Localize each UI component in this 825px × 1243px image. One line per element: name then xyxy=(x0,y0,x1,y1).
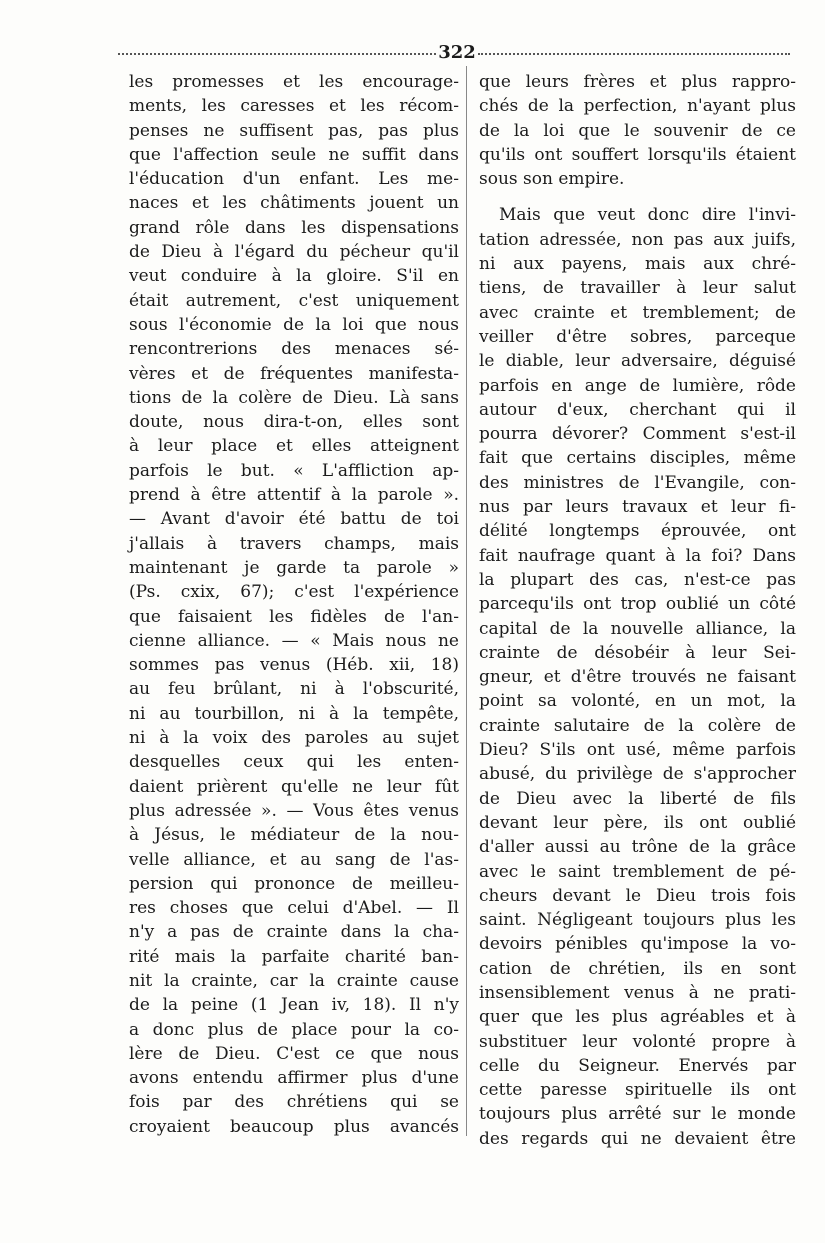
text-line: cette paresse spirituelle ils ont xyxy=(479,1080,796,1101)
text-line: fait naufrage quant à la foi? Dans xyxy=(479,545,796,566)
text-line: Mais que veut donc dire l'invi- xyxy=(499,205,796,226)
text-line: de Dieu à l'égard du pécheur qu'il xyxy=(129,242,459,263)
text-line: de la peine (1 Jean iv, 18). Il n'y xyxy=(129,995,459,1016)
text-line: desquelles ceux qui les enten- xyxy=(129,752,459,773)
text-line: cheurs devant le Dieu trois fois xyxy=(479,885,796,906)
text-line: devoirs pénibles qu'impose la vo- xyxy=(479,934,796,955)
text-line: ni au tourbillon, ni à la tempête, xyxy=(129,703,459,724)
text-line: croyaient beaucoup plus avancés xyxy=(129,1116,459,1137)
left-column xyxy=(129,70,459,1139)
text-line: tions de la colère de Dieu. Là sans xyxy=(129,387,459,408)
page-header xyxy=(118,40,790,66)
text-line: veut conduire à la gloire. S'il en xyxy=(129,266,459,287)
text-line: que leurs frères et plus rappro- xyxy=(479,72,796,92)
header-rule-left xyxy=(118,53,436,55)
header-rule-right xyxy=(478,53,790,55)
text-line: qu'ils ont souffert lorsqu'ils étaient xyxy=(479,144,796,165)
text-line: persion qui prononce de meilleu- xyxy=(129,873,459,894)
text-line: rencontrerions des menaces sé- xyxy=(129,339,459,360)
text-line: le diable, leur adversaire, déguisé xyxy=(479,351,796,372)
text-line: sous l'économie de la loi que nous xyxy=(129,314,459,335)
text-line: avec le saint tremblement de pé- xyxy=(479,861,796,882)
text-line: velle alliance, et au sang de l'as- xyxy=(129,849,459,870)
text-line: sous son empire. xyxy=(479,169,625,190)
text-line: des ministres de l'Evangile, con- xyxy=(479,472,796,493)
text-line: capital de la nouvelle alliance, la xyxy=(479,618,796,639)
text-line: penses ne suffisent pas, pas plus xyxy=(129,120,459,141)
text-line: autour d'eux, cherchant qui il xyxy=(479,399,796,420)
text-line: tiens, de travailler à leur salut xyxy=(479,278,796,299)
text-line: parfois en ange de lumière, rôde xyxy=(479,375,796,396)
text-line: les promesses et les encourage- xyxy=(129,72,459,92)
text-line: de la loi que le souvenir de ce xyxy=(479,120,796,141)
text-line: (Ps. cxix, 67); c'est l'expérience xyxy=(129,582,459,603)
text-line: cation de chrétien, ils en sont xyxy=(479,958,796,979)
text-line: veiller d'être sobres, parceque xyxy=(479,326,796,347)
text-line: tation adressée, non pas aux juifs, xyxy=(479,229,796,250)
column-divider xyxy=(466,66,467,1136)
text-line: avec crainte et tremblement; de xyxy=(479,302,796,323)
text-line: substituer leur volonté propre à xyxy=(479,1031,796,1052)
text-line: naces et les châtiments jouent un xyxy=(129,193,459,214)
text-line: gneur, et d'être trouvés ne faisant xyxy=(479,667,796,688)
text-line: toujours plus arrêté sur le monde xyxy=(479,1104,796,1125)
text-line: daient prièrent qu'elle ne leur fût xyxy=(129,776,459,797)
text-line: devant leur père, ils ont oublié xyxy=(479,812,796,833)
text-line: — Avant d'avoir été battu de toi xyxy=(129,509,459,530)
text-line: rité mais la parfaite charité ban- xyxy=(129,946,459,967)
text-line: ni à la voix des paroles au sujet xyxy=(129,728,459,749)
text-line: que l'affection seule ne suffit dans xyxy=(129,144,459,165)
text-line: nit la crainte, car la crainte cause xyxy=(129,970,459,991)
text-line: parcequ'ils ont trop oublié un côté xyxy=(479,594,796,615)
text-line: crainte de désobéir à leur Sei- xyxy=(479,642,796,663)
text-line: maintenant je garde ta parole » xyxy=(129,557,459,578)
text-line: avons entendu affirmer plus d'une xyxy=(129,1068,459,1089)
text-line: insensiblement venus à ne prati- xyxy=(479,982,796,1003)
text-line: point sa volonté, en un mot, la xyxy=(479,691,796,712)
text-line: saint. Négligeant toujours plus les xyxy=(479,910,796,931)
text-line: doute, nous dira-t-on, elles sont xyxy=(129,412,459,433)
text-line: à Jésus, le médiateur de la nou- xyxy=(129,825,459,846)
text-line: de Dieu avec la liberté de fils xyxy=(479,788,796,809)
text-line: celle du Seigneur. Enervés par xyxy=(479,1055,796,1076)
page-number: 322 xyxy=(438,42,476,63)
text-line: au feu brûlant, ni à l'obscurité, xyxy=(129,679,459,700)
text-line: l'éducation d'un enfant. Les me- xyxy=(129,169,459,190)
text-line: chés de la perfection, n'ayant plus xyxy=(479,96,796,117)
text-line: a donc plus de place pour la co- xyxy=(129,1019,459,1040)
text-line: sommes pas venus (Héb. xii, 18) xyxy=(129,655,459,676)
text-line: crainte salutaire de la colère de xyxy=(479,715,796,736)
text-line: j'allais à travers champs, mais xyxy=(129,533,459,554)
text-line: prend à être attentif à la parole ». xyxy=(129,485,459,506)
text-line: plus adressée ». — Vous êtes venus xyxy=(129,800,459,821)
text-line: la plupart des cas, n'est-ce pas xyxy=(479,569,796,590)
right-column xyxy=(479,70,796,1151)
text-line: délité longtemps éprouvée, ont xyxy=(479,521,796,542)
text-line: nus par leurs travaux et leur fi- xyxy=(479,497,796,518)
text-line: fait que certains disciples, même xyxy=(479,448,796,469)
text-line: des regards qui ne devaient être xyxy=(479,1128,796,1149)
text-line: était autrement, c'est uniquement xyxy=(129,290,459,311)
text-line: que faisaient les fidèles de l'an- xyxy=(129,606,459,627)
text-line: quer que les plus agréables et à xyxy=(479,1007,796,1028)
text-line: lère de Dieu. C'est ce que nous xyxy=(129,1043,459,1064)
text-line: parfois le but. « L'affliction ap- xyxy=(129,460,459,481)
text-line: grand rôle dans les dispensations xyxy=(129,217,459,238)
text-line: Dieu? S'ils ont usé, même parfois xyxy=(479,740,796,761)
text-line: n'y a pas de crainte dans la cha- xyxy=(129,922,459,943)
text-line: vères et de fréquentes manifesta- xyxy=(129,363,459,384)
text-line: cienne alliance. — « Mais nous ne xyxy=(129,630,459,651)
text-line: à leur place et elles atteignent xyxy=(129,436,459,457)
text-line: d'aller aussi au trône de la grâce xyxy=(479,837,796,858)
text-line: res choses que celui d'Abel. — Il xyxy=(129,898,459,919)
text-line: fois par des chrétiens qui se xyxy=(129,1092,459,1113)
text-line: abusé, du privilège de s'approcher xyxy=(479,764,796,785)
text-line: ments, les caresses et les récom- xyxy=(129,96,459,117)
text-line: ni aux payens, mais aux chré- xyxy=(479,254,796,275)
text-line: pourra dévorer? Comment s'est-il xyxy=(479,424,796,445)
